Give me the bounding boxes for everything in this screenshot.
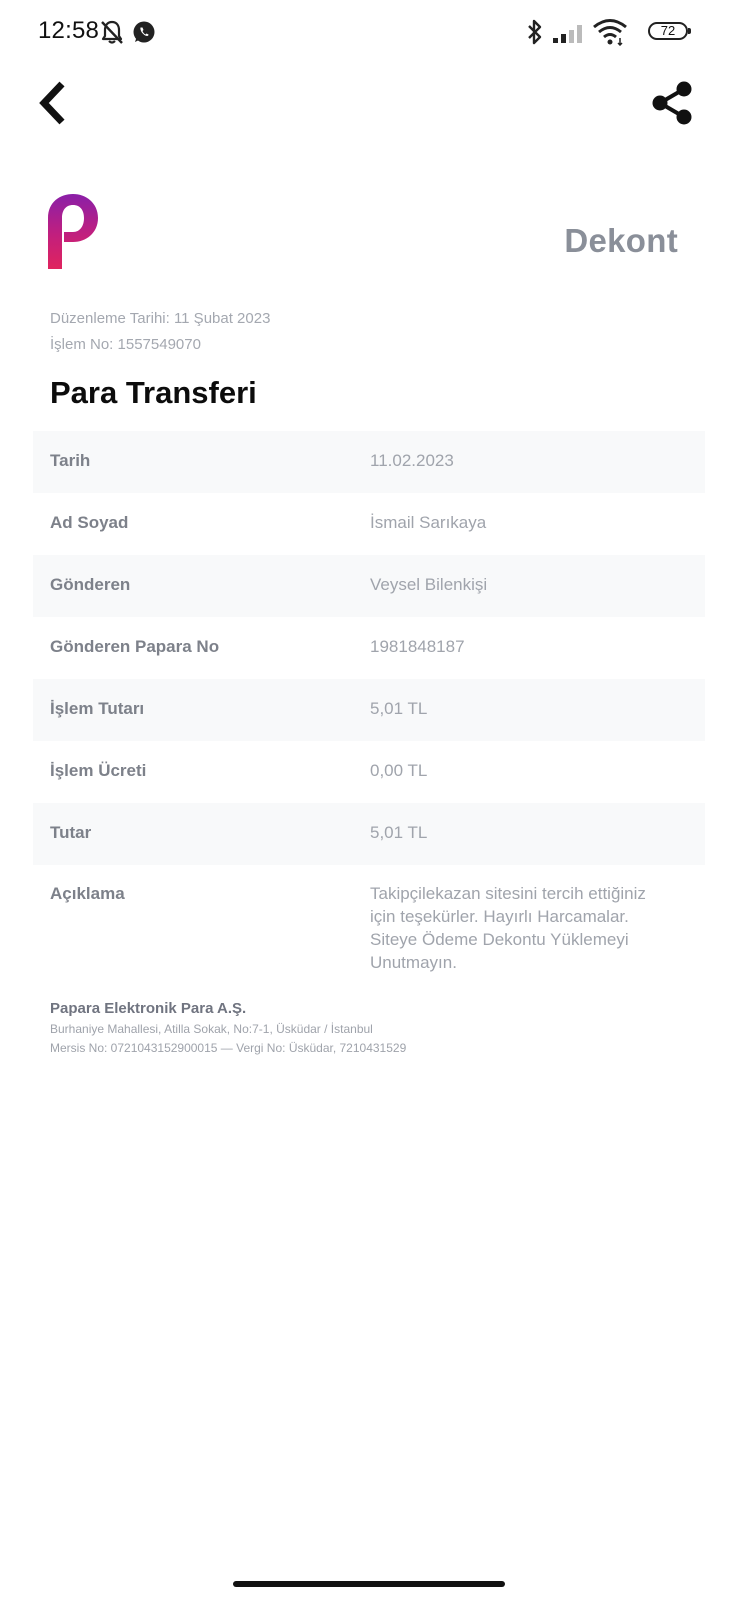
row-label: Açıklama	[50, 884, 125, 903]
company-registry: Mersis No: 0721043152900015 — Vergi No: Üsküdar, 7210431529	[50, 1041, 407, 1055]
row-value: 1981848187	[370, 637, 465, 656]
home-indicator[interactable]	[233, 1581, 505, 1587]
signal-icon	[553, 22, 587, 44]
row-value: Takipçilekazan sitesini tercih ettiğiniz için teşekürler. Hayırlı Harcamalar. Siteye Ödeme Dekontu Yüklemeyi Unutmayın.	[370, 884, 646, 972]
company-footer	[50, 1000, 406, 1055]
row-label: Tarih	[50, 451, 91, 470]
battery-indicator: 72	[648, 22, 688, 40]
row-value: 5,01 TL	[370, 823, 428, 842]
status-time: 12:58	[38, 17, 100, 44]
table-row-total	[33, 803, 705, 865]
share-icon[interactable]	[650, 80, 694, 126]
row-value: 0,00 TL	[370, 761, 428, 780]
row-value: 5,01 TL	[370, 699, 428, 718]
transaction-number: İşlem No: 1557549070	[50, 336, 201, 353]
row-value: 11.02.2023	[370, 451, 454, 470]
whatsapp-icon	[132, 20, 156, 44]
table-row-sender-papara-no	[33, 617, 705, 679]
table-row-date	[33, 431, 705, 493]
back-chevron-icon[interactable]	[36, 80, 68, 126]
table-row-description	[33, 865, 705, 983]
section-title: Para Transferi	[50, 375, 257, 410]
row-value: Veysel Bilenkişi	[370, 575, 488, 594]
company-address: Burhaniye Mahallesi, Atilla Sokak, No:7-1, Üsküdar / İstanbul	[50, 1022, 373, 1036]
table-row-sender	[33, 555, 705, 617]
bluetooth-icon	[526, 18, 544, 46]
table-row-transaction-amount	[33, 679, 705, 741]
row-label: Tutar	[50, 823, 92, 842]
receipt-detail-table	[33, 431, 705, 983]
row-label: İşlem Ücreti	[50, 761, 147, 780]
row-label: Gönderen	[50, 575, 131, 594]
document-title: Dekont	[564, 222, 678, 259]
edit-date: Düzenleme Tarihi: 11 Şubat 2023	[50, 310, 271, 327]
company-name: Papara Elektronik Para A.Ş.	[50, 1000, 247, 1017]
table-row-transaction-fee	[33, 741, 705, 803]
papara-logo-icon	[48, 194, 98, 276]
row-label: İşlem Tutarı	[50, 699, 145, 718]
row-label: Gönderen Papara No	[50, 637, 220, 656]
table-row-name	[33, 493, 705, 555]
row-label: Ad Soyad	[50, 513, 129, 532]
status-bar	[0, 0, 738, 64]
row-value: İsmail Sarıkaya	[370, 513, 487, 532]
wifi-icon	[592, 18, 628, 46]
bell-off-icon	[100, 20, 124, 46]
